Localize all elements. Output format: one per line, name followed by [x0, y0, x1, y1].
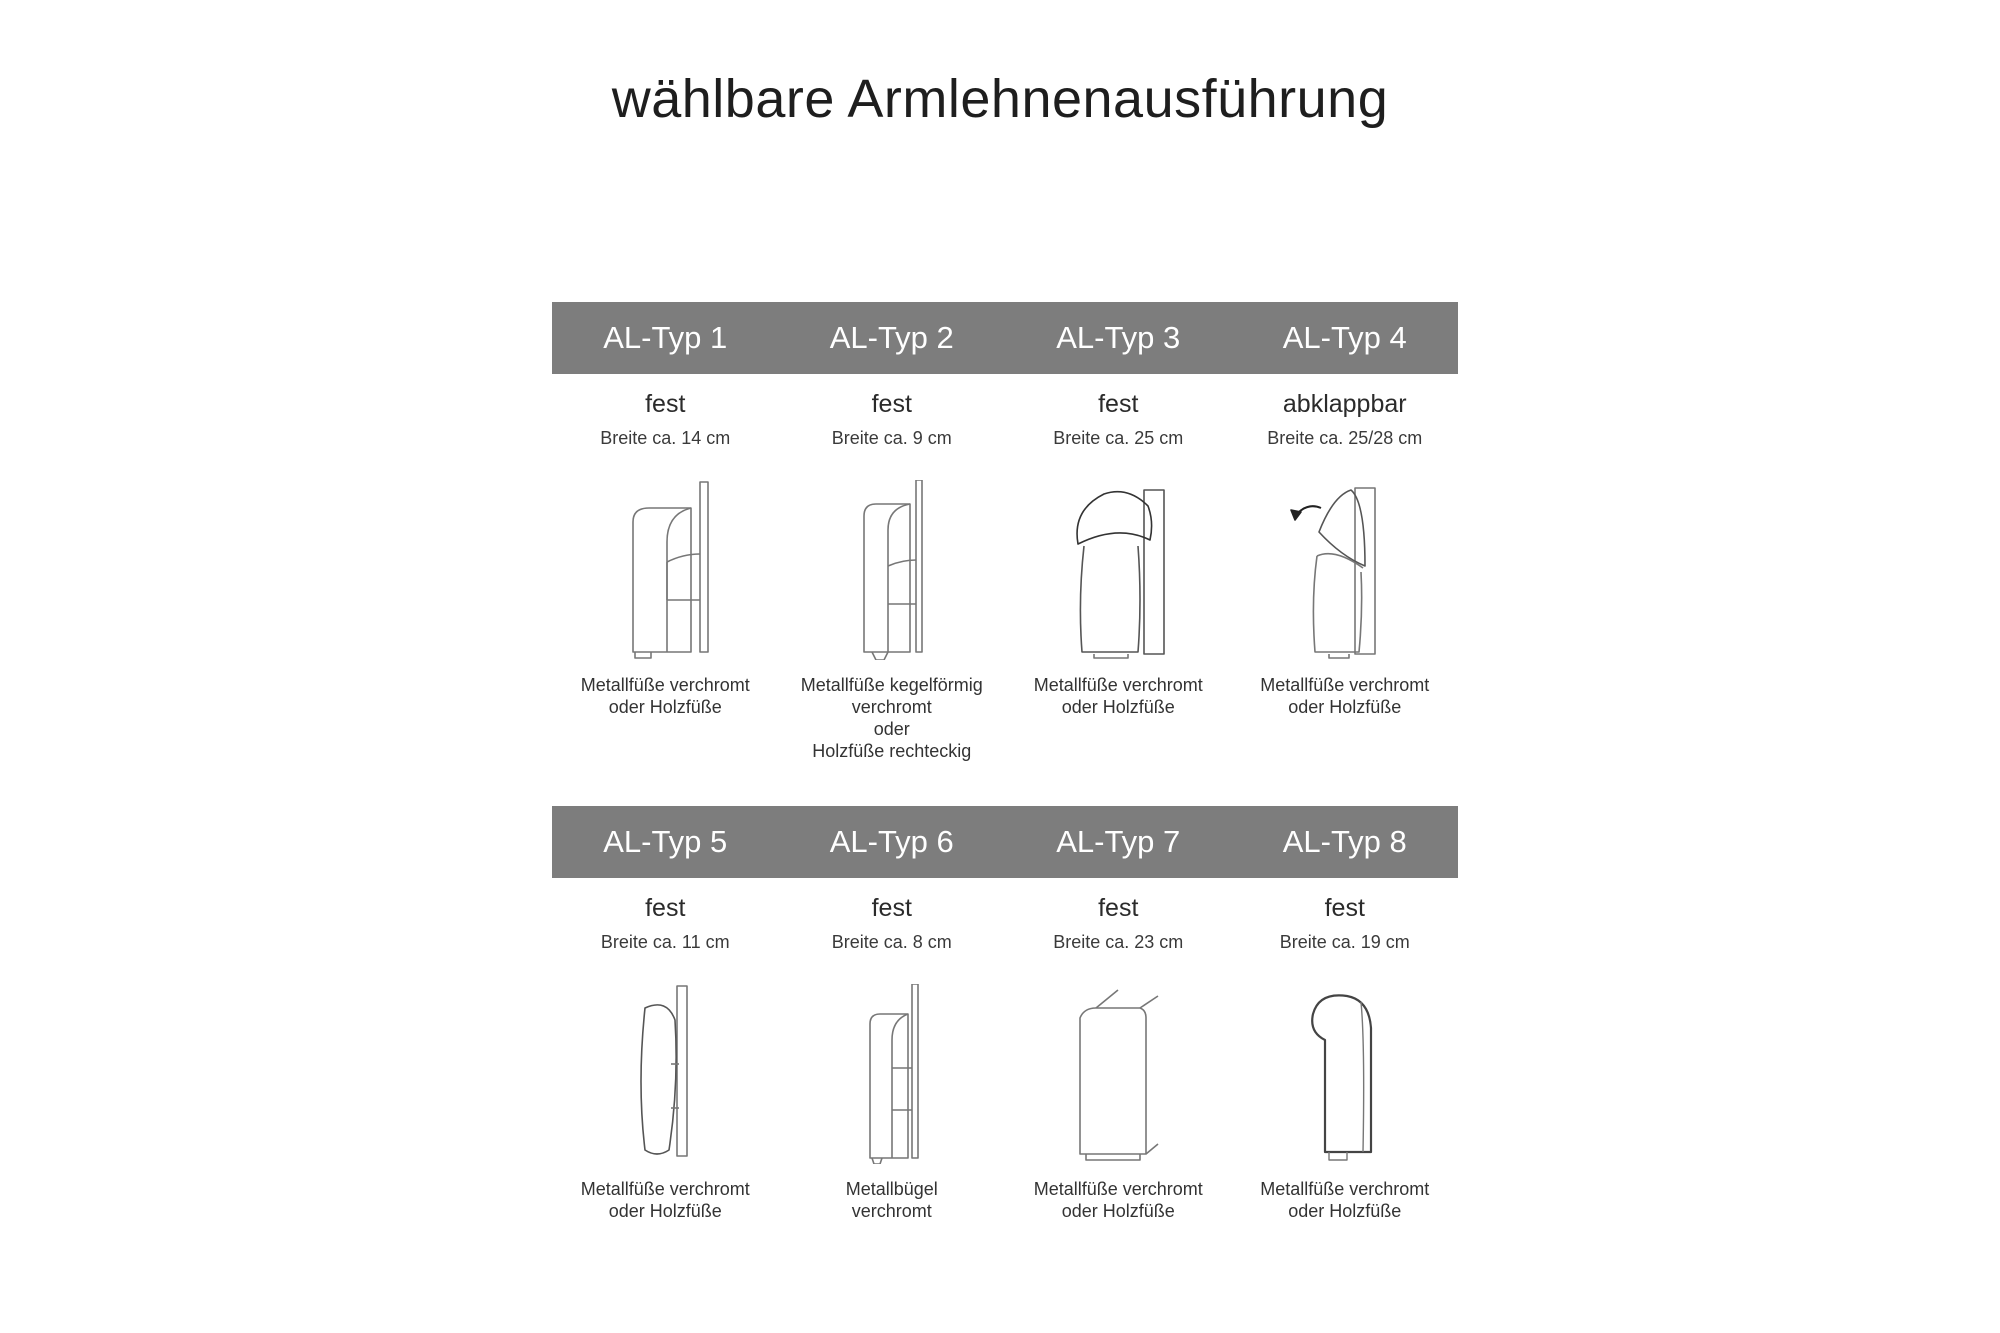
mount-kind: fest: [1098, 390, 1139, 418]
armrest-drawing: [605, 984, 725, 1164]
armrest-type-3: [1005, 374, 1232, 762]
header-band: [552, 302, 1458, 374]
armrest-row-1: [552, 302, 1458, 762]
armrest-drawing: [1058, 480, 1178, 660]
type-header: AL-Typ 5: [603, 824, 728, 859]
mount-kind: fest: [645, 894, 686, 922]
armrest-type-6: [779, 878, 1006, 1222]
width-text: Breite ca. 9 cm: [831, 428, 952, 448]
feet-line: Metallfüße verchromt: [1033, 1179, 1203, 1199]
armrest-type-4: [1232, 374, 1459, 762]
width-text: Breite ca. 25 cm: [1053, 428, 1184, 448]
mount-kind: fest: [1098, 894, 1139, 922]
type-header: AL-Typ 6: [829, 824, 954, 859]
header-band: [552, 806, 1458, 878]
feet-line: Metallfüße verchromt: [580, 675, 750, 695]
armrest-drawing: [605, 480, 725, 660]
type-header: AL-Typ 7: [1056, 824, 1181, 859]
page-title: wählbare Armlehnenausführung: [611, 69, 1389, 129]
width-text: Breite ca. 14 cm: [600, 428, 731, 448]
armrest-row-2: [552, 806, 1458, 1222]
feet-note: [1232, 674, 1459, 718]
feet-note: [1232, 1178, 1459, 1222]
armrest-type-5: [552, 878, 779, 1222]
mount-kind: fest: [1324, 894, 1365, 922]
mount-kind: abklappbar: [1282, 390, 1407, 418]
mount-kind: fest: [871, 894, 912, 922]
feet-note: [1005, 674, 1232, 718]
width-text: Breite ca. 25/28 cm: [1267, 428, 1423, 448]
width-text: Breite ca. 19 cm: [1279, 932, 1410, 952]
feet-line: Metallfüße kegelförmig: [800, 675, 983, 695]
armrest-drawing: [1058, 984, 1178, 1164]
feet-line: verchromt: [851, 697, 932, 717]
feet-note: [552, 674, 779, 718]
feet-note: [1005, 1178, 1232, 1222]
feet-line: oder Holzfüße: [1288, 1201, 1402, 1221]
width-text: Breite ca. 8 cm: [831, 932, 952, 952]
width-text: Breite ca. 11 cm: [600, 932, 730, 952]
mount-kind: fest: [871, 390, 912, 418]
feet-note: [779, 1178, 1006, 1222]
feet-line: Metallfüße verchromt: [1260, 1179, 1430, 1199]
armrest-drawing: [832, 480, 952, 660]
feet-line: oder Holzfüße: [1061, 697, 1175, 717]
type-header: AL-Typ 4: [1282, 320, 1407, 355]
feet-line: Metallfüße verchromt: [580, 1179, 750, 1199]
armrest-type-8: [1232, 878, 1459, 1222]
type-header: AL-Typ 2: [829, 320, 954, 355]
mount-kind: fest: [645, 390, 686, 418]
type-header: AL-Typ 1: [603, 320, 728, 355]
feet-line: Metallbügel: [845, 1179, 938, 1199]
armrest-type-2: [779, 374, 1006, 762]
armrest-type-1: [552, 374, 779, 762]
feet-line: oder Holzfüße: [608, 1201, 722, 1221]
feet-line: oder Holzfüße: [1061, 1201, 1175, 1221]
feet-line: Metallfüße verchromt: [1260, 675, 1430, 695]
feet-line: oder: [873, 719, 910, 739]
feet-line: Holzfüße rechteckig: [812, 741, 972, 761]
feet-note: [779, 674, 1006, 762]
feet-line: oder Holzfüße: [1288, 697, 1402, 717]
width-text: Breite ca. 23 cm: [1053, 932, 1184, 952]
feet-note: [552, 1178, 779, 1222]
feet-line: oder Holzfüße: [608, 697, 722, 717]
armrest-drawing: [832, 984, 952, 1164]
type-header: AL-Typ 8: [1282, 824, 1407, 859]
feet-line: Metallfüße verchromt: [1033, 675, 1203, 695]
type-header: AL-Typ 3: [1056, 320, 1181, 355]
armrest-type-7: [1005, 878, 1232, 1222]
feet-line: verchromt: [851, 1201, 932, 1221]
armrest-drawing: [1285, 480, 1405, 660]
armrest-drawing: [1285, 984, 1405, 1164]
